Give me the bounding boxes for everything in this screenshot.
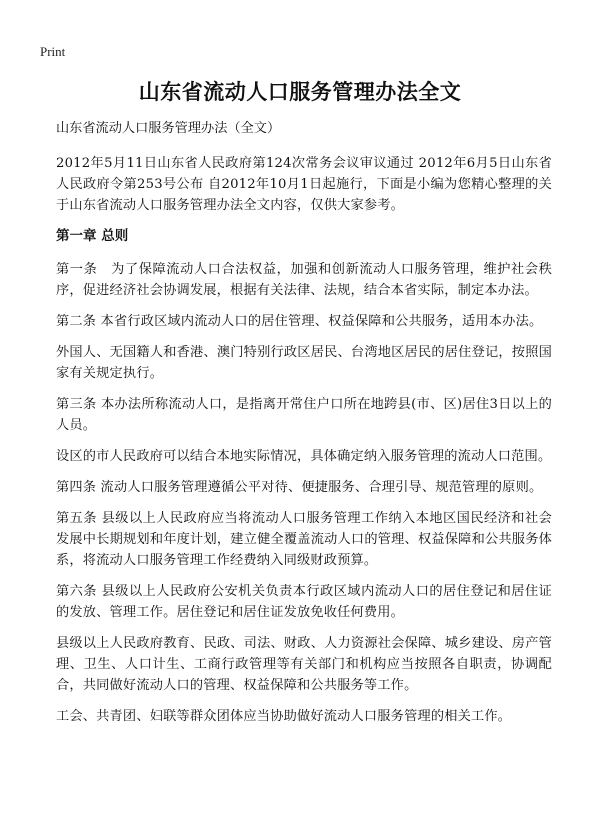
article-paragraph: 外国人、无国籍人和香港、澳门特别行政区居民、台湾地区居民的居住登记，按照国家有关规定执行。 <box>56 345 552 381</box>
chapter-heading: 第一章 总则 <box>56 228 129 244</box>
article-paragraph: 设区的市人民政府可以结合本地实际情况，具体确定纳入服务管理的流动人口范围。 <box>56 449 552 464</box>
document-subtitle: 山东省流动人口服务管理办法（全文） <box>56 121 281 136</box>
article-paragraph: 第一条 为了保障流动人口合法权益，加强和创新流动人口服务管理，维护社会秩序，促进经济社会协调发展，根据有关法律、法规，结合本省实际，制定本办法。 <box>56 262 552 298</box>
page-title: 山东省流动人口服务管理办法全文 <box>138 80 462 104</box>
article-paragraph: 第二条 本省行政区域内流动人口的居住管理、权益保障和公共服务，适用本办法。 <box>56 314 543 329</box>
article-paragraph: 第六条 县级以上人民政府公安机关负责本行政区域内流动人口的居住登记和居住证的发放、管理工作。居住登记和居住证发放免收任何费用。 <box>56 584 552 620</box>
intro-paragraph: 2012年5月11日山东省人民政府第124次常务会议审议通过 2012年6月5日山东省人民政府令第253号公布 自2012年10月1日起施行，下面是小编为您精心整理的关于山东省流动人口服务管理办法全文内容，仅供大家参考。 <box>56 156 552 213</box>
article-paragraph: 第四条 流动人口服务管理遵循公平对待、便捷服务、合理引导、规范管理的原则。 <box>56 480 543 495</box>
article-paragraph: 第五条 县级以上人民政府应当将流动人口服务管理工作纳入本地区国民经济和社会发展中长期规划和年度计划，建立健全覆盖流动人口的管理、权益保障和公共服务体系，将流动人口服务管理工作经费纳入同级财政预算。 <box>56 511 552 568</box>
print-link[interactable]: Print <box>40 44 66 59</box>
article-paragraph: 工会、共青团、妇联等群众团体应当协助做好流动人口服务管理的相关工作。 <box>56 709 512 724</box>
article-body <box>56 118 552 737</box>
article-paragraph: 县级以上人民政府教育、民政、司法、财政、人力资源社会保障、城乡建设、房产管理、卫生、人口计生、工商行政管理等有关部门和机构应当按照各自职责，协调配合，共同做好流动人口的管理、权益保障和公共服务等工作。 <box>56 636 552 693</box>
article-paragraph: 第三条 本办法所称流动人口，是指离开常住户口所在地跨县(市、区)居住3日以上的人员。 <box>56 397 552 433</box>
